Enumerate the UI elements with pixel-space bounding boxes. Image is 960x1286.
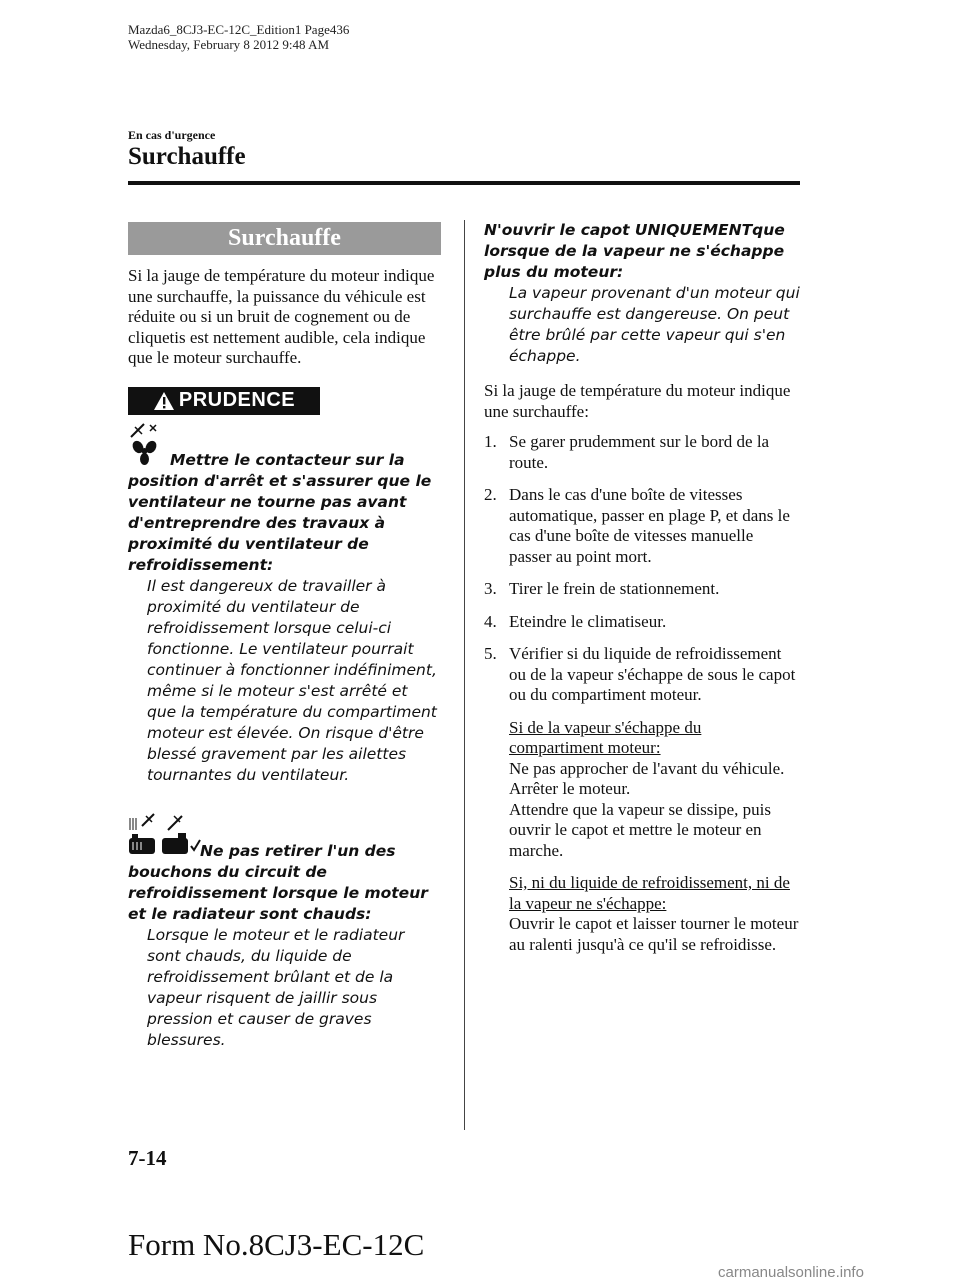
- step-number: 1.: [484, 432, 497, 451]
- right-column: [484, 220, 800, 967]
- step-number: 5.: [484, 644, 497, 663]
- coolant-reservoir-icon: [128, 812, 158, 861]
- warning-fan-title: Mettre le contacteur sur la position d'arrêt et s'assurer que le ventilateur ne tourne pas avant d'entreprendre des travaux à proximité du ventilateur de refroidissement:: [128, 450, 432, 574]
- step-text: Dans le cas d'une boîte de vitesses automatique, passer en plage P, et dans le cas d'une boîte de vitesses manuelle passer au point mort.: [509, 485, 790, 566]
- caution-banner: [128, 387, 320, 415]
- left-column: [128, 222, 441, 1051]
- section-heading: Surchauffe: [128, 222, 441, 255]
- warning-triangle-icon: [153, 391, 175, 411]
- case-steam-heading: Si de la vapeur s'échappe du compartiment moteur:: [509, 717, 702, 757]
- case-steam-text2: Attendre que la vapeur se dissipe, puis ouvrir le capot et mettre le moteur en marche.: [509, 799, 772, 860]
- warning-radiator-title: Ne pas retirer l'un des bouchons du circuit de refroidissement lorsque le moteur et le radiateur sont chauds:: [128, 841, 428, 923]
- step-number: 2.: [484, 485, 497, 504]
- case-steam: [509, 718, 800, 862]
- warning-hood-body: La vapeur provenant d'un moteur qui surchauffe est dangereuse. On peut être brûlé par cette vapeur qui s'en échappe.: [509, 284, 800, 365]
- print-metadata: [128, 22, 349, 52]
- step-text: Eteindre le climatiseur.: [509, 611, 667, 631]
- step-item: [484, 579, 800, 600]
- radiator-cap-icon: [160, 812, 202, 861]
- case-no-steam: [509, 873, 800, 955]
- column-divider: [464, 220, 465, 1130]
- case-no-steam-heading: Si, ni du liquide de refroidissement, ni de la vapeur ne s'échappe:: [509, 873, 790, 913]
- step-text: Se garer prudemment sur le bord de la route.: [509, 432, 770, 472]
- step-item: [484, 644, 800, 706]
- page-number: 7-14: [128, 1146, 167, 1170]
- caution-label: PRUDENCE: [178, 389, 296, 411]
- step-number: 4.: [484, 611, 497, 631]
- step-number: 3.: [484, 579, 497, 598]
- step-item: [484, 485, 800, 567]
- step-text: Vérifier si du liquide de refroidissement ou de la vapeur s'échappe de sous le capot ou du compartiment moteur.: [509, 644, 796, 704]
- procedure-intro: Si la jauge de température du moteur indique une surchauffe:: [484, 381, 791, 421]
- form-number: Form No.8CJ3-EC-12C: [128, 1227, 425, 1262]
- page-title: Surchauffe: [128, 143, 246, 170]
- print-metadata-line1: Mazda6_8CJ3-EC-12C_Edition1 Page436: [128, 22, 350, 37]
- section-label: En cas d'urgence: [128, 128, 216, 142]
- fan-icon: [128, 423, 162, 470]
- watermark: carmanualsonline.info: [718, 1264, 864, 1281]
- step-item: [484, 612, 800, 633]
- warning-fan: [128, 423, 441, 786]
- step-item: [484, 432, 800, 473]
- step-text: Tirer le frein de stationnement.: [509, 579, 720, 598]
- procedure-steps: [484, 432, 800, 706]
- warning-fan-body: Il est dangereux de travailler à proximité du ventilateur de refroidissement lorsque celui-ci fonctionne. Le ventilateur pourrait continuer à fonctionner indéfiniment, même si le moteur s'est arrêté et que la température du compartiment moteur est élevée. On risque d'être blessé gravement par les ailettes tournantes du ventilateur.: [147, 576, 437, 784]
- warning-radiator-body: Lorsque le moteur et le radiateur sont chauds, du liquide de refroidissement brûlant et de la vapeur risquent de jaillir sous pression et causer de graves blessures.: [147, 925, 405, 1049]
- warning-hood-title: N'ouvrir le capot UNIQUEMENTque lorsque de la vapeur ne s'échappe plus du moteur:: [484, 221, 785, 281]
- warning-hood: [484, 220, 800, 367]
- case-no-steam-text: Ouvrir le capot et laisser tourner le moteur au ralenti jusqu'à ce qu'il se refroidisse.: [509, 914, 799, 954]
- title-rule: [128, 181, 800, 185]
- warning-radiator: [128, 812, 441, 1051]
- case-steam-text1: Ne pas approcher de l'avant du véhicule. Arrêter le moteur.: [509, 758, 785, 798]
- print-metadata-line2: Wednesday, February 8 2012 9:48 AM: [128, 37, 330, 52]
- intro-paragraph: Si la jauge de température du moteur indique une surchauffe, la puissance du véhicule est réduite ou si un bruit de cognement ou de cliquetis est nettement audible, cela indique que le moteur surchauffe.: [128, 266, 435, 367]
